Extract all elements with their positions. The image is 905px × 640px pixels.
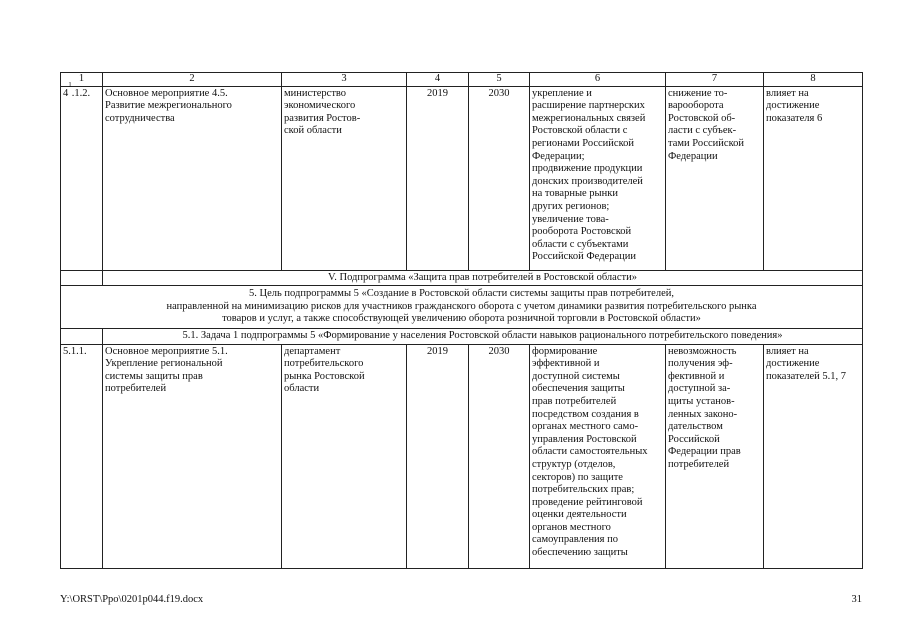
row-number-cell: 5.1.1. <box>61 344 103 568</box>
executor-cell: департамент потребительского рынка Ростовской области <box>282 344 407 568</box>
header-cell-1: 1 <box>61 73 103 87</box>
header-cell-2: 2 <box>103 73 282 87</box>
table-row-4-1-2 <box>61 86 863 270</box>
row-number-prefix: 4 <box>63 87 69 99</box>
consequences-cell: снижение то- варооборота Ростовской об- ласти с субъек- тами Российской Федерации <box>666 86 764 270</box>
header-cell-8: 8 <box>764 73 863 87</box>
indicator-link-cell: влияет на достижение показателей 5.1, 7 <box>764 344 863 568</box>
footer-file-path: Y:\ORST\Ppo\0201p044.f19.docx <box>60 594 204 605</box>
header-cell-6: 6 <box>530 73 666 87</box>
row-number-superscript: 1 <box>68 81 72 90</box>
measure-name-cell: Основное мероприятие 5.1. Укрепление региональной системы защиты прав потребителей <box>103 344 282 568</box>
goal-5-text: 5. Цель подпрограммы 5 «Создание в Ростовской области системы защиты прав потребителей, направленной на минимизацию рисков для участников гражданского оборота с учетом динамики развития потребительского рынка товаров и услуг, а также способствующей увеличению оборота розничной торговли в Ростовской области» <box>61 286 863 329</box>
end-year-cell: 2030 <box>469 86 530 270</box>
consequences-cell: невозможность получения эф- фективной и доступной за- щиты установ- ленных законо- дательством Российской Федерации прав потребителей <box>666 344 764 568</box>
executor-cell: министерство экономического развития Ростов- ской области <box>282 86 407 270</box>
header-cell-5: 5 <box>469 73 530 87</box>
section-v-empty-cell <box>61 270 103 286</box>
header-cell-4: 4 <box>407 73 469 87</box>
indicator-link-cell: влияет на достижение показателя 6 <box>764 86 863 270</box>
end-year-cell: 2030 <box>469 344 530 568</box>
measure-name-cell: Основное мероприятие 4.5. Развитие межрегионального сотрудничества <box>103 86 282 270</box>
section-v-title: V. Подпрограмма «Защита прав потребителей в Ростовской области» <box>103 270 863 286</box>
row-number-cell <box>61 81 103 270</box>
expected-result-cell: формирование эффективной и доступной системы обеспечения защиты прав потребителей посредством создания в органах местного само- управления Ростовской области самостоятельных структур (отделов, секторов) по защите потребительских прав; проведение рейтинговой оценки деятельности органов местного самоуправления по обеспечению защиты <box>530 344 666 568</box>
section-v-row <box>61 270 863 286</box>
header-cell-3: 3 <box>282 73 407 87</box>
task-5-1-title: 5.1. Задача 1 подпрограммы 5 «Формирование у населения Ростовской области навыков рационального потребительского поведения» <box>103 328 863 344</box>
table-header-row <box>61 73 863 87</box>
task-5-1-empty-cell <box>61 328 103 344</box>
footer-page-number: 31 <box>851 594 862 605</box>
goal-5-row <box>61 286 863 329</box>
row-number-suffix: .1.2. <box>71 87 91 99</box>
start-year-cell: 2019 <box>407 86 469 270</box>
expected-result-cell: укрепление и расширение партнерских межрегиональных связей Ростовской области с регионами Российской Федерации; продвижение продукции донских производителей на товарные рынки других регионов; увеличение това- рооборота Ростовской области с субъектами Российской Федерации <box>530 86 666 270</box>
start-year-cell: 2019 <box>407 344 469 568</box>
task-5-1-row <box>61 328 863 344</box>
header-cell-7: 7 <box>666 73 764 87</box>
table-row-5-1-1 <box>61 344 863 568</box>
program-measures-table <box>60 72 863 569</box>
